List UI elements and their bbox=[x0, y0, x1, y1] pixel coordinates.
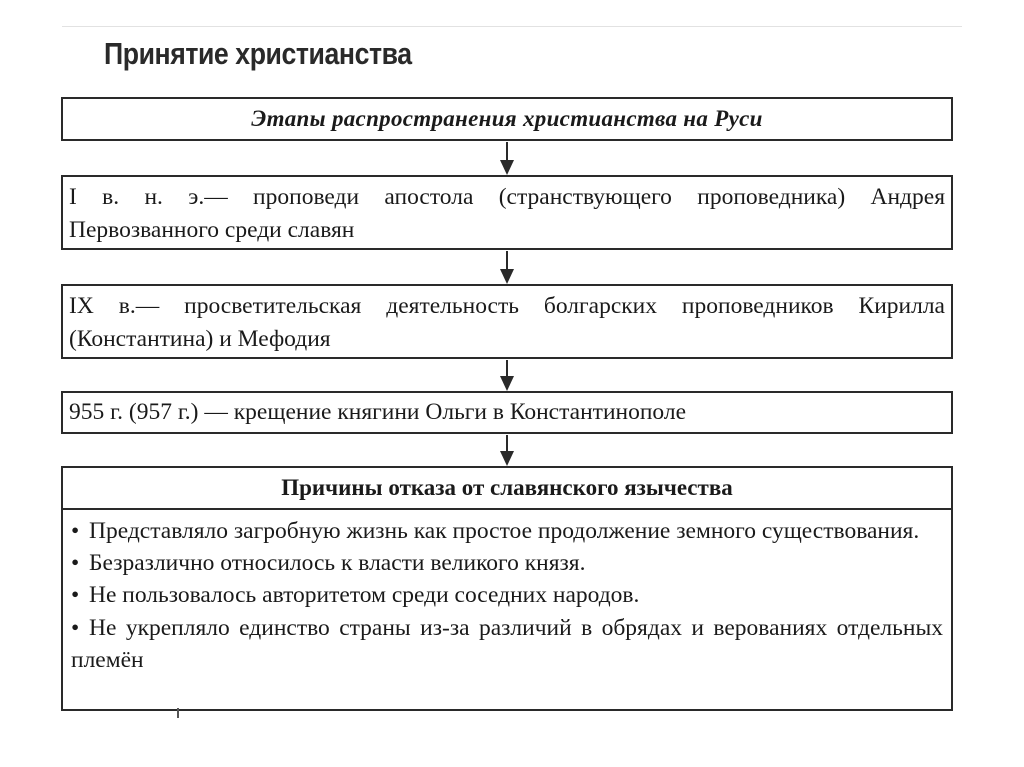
bullet-icon: • bbox=[71, 614, 80, 641]
arrow-down-icon bbox=[499, 142, 515, 175]
list-item: • Безразлично относилось к власти великого князя. bbox=[71, 547, 943, 579]
stages-header-box bbox=[61, 97, 953, 141]
list-item: • Не укрепляло единство страны из-за различий в обрядах и верованиях отдельных племён bbox=[71, 612, 943, 676]
stage-box-2 bbox=[61, 284, 953, 359]
stages-header-label: Этапы распространения христианства на Руси bbox=[251, 106, 763, 131]
arrow-down-icon bbox=[499, 360, 515, 391]
bullet-icon: • bbox=[71, 550, 80, 577]
list-item: • Не пользовалось авторитетом среди соседних народов. bbox=[71, 579, 943, 611]
list-item: • Представляло загробную жизнь как простое продолжение земного существования. bbox=[71, 515, 943, 547]
reasons-list bbox=[63, 510, 951, 676]
edge-tick-mark bbox=[177, 708, 179, 718]
stage-box-1 bbox=[61, 175, 953, 250]
page-title: Принятие христианства bbox=[104, 36, 412, 71]
bullet-icon: • bbox=[71, 518, 80, 544]
arrow-down-icon bbox=[499, 435, 515, 466]
stage-box-3 bbox=[61, 391, 953, 434]
bullet-icon: • bbox=[71, 582, 80, 609]
stage-text-2: IX в.— просветительская деятельность болгарских проповедников Кирилла (Константина) и Мефодия bbox=[69, 293, 945, 352]
stage-text-3: 955 г. (957 г.) — крещение княгини Ольги в Константинополе bbox=[69, 399, 687, 425]
stage-text-1: I в. н. э.— проповеди апостола (странствующего проповедника) Андрея Первозванного среди славян bbox=[69, 184, 945, 243]
reasons-title: Причины отказа от славянского язычества bbox=[63, 468, 951, 510]
top-divider bbox=[62, 26, 962, 27]
arrow-down-icon bbox=[499, 251, 515, 284]
reasons-box bbox=[61, 466, 953, 711]
